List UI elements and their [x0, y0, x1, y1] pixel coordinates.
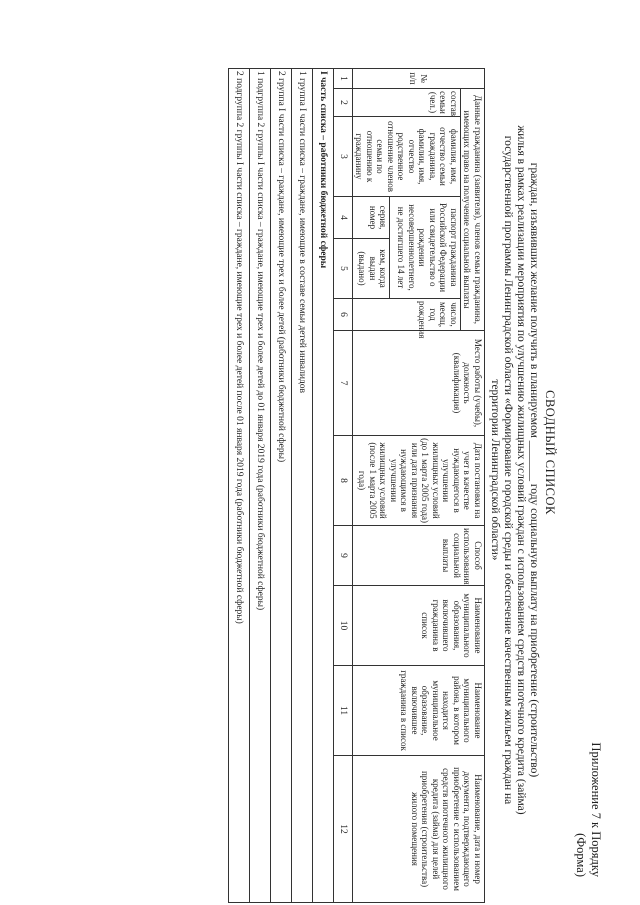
header-workplace: Место работы (учебы), должность (квалификация) — [353, 331, 485, 436]
header-applicant-data: Данные гражданина (заявителя), членов семьи гражданина, имеющих право на получение социальной выплаты — [461, 89, 485, 331]
column-number: 12 — [334, 756, 353, 903]
column-number: 9 — [334, 526, 353, 586]
column-number: 8 — [334, 436, 353, 526]
table-row — [313, 69, 334, 903]
column-number: 5 — [334, 239, 353, 299]
header-issued-by: кем, когда выдан (выдано) — [353, 239, 390, 299]
document-title: СВОДНЫЙ СПИСОК — [543, 390, 557, 515]
header-payment-method: Способ использования социальной выплаты — [353, 526, 485, 586]
table-row — [250, 69, 271, 903]
header-family-size: состав семьи (чел.) — [353, 89, 461, 117]
header-series-number: серия, номер — [353, 197, 390, 239]
section-title: I часть списка – работники бюджетной сферы — [313, 69, 334, 903]
column-number: 2 — [334, 89, 353, 117]
header-registration-date: Дата постановки на учет в качестве нуждающегося в улучшении жилищных условий (до 1 марта 2005 года) или дата признания нуждающимся в улучшении жилищных условий (после 1 марта 2005 года) — [353, 436, 485, 526]
summary-table — [228, 68, 485, 903]
header-passport-group: паспорт гражданина Российской Федерации или свидетельство о рождении несовершеннолетнего, не достигшего 14 лет — [390, 197, 461, 299]
subgroup-row: 2 подгруппа 2 группы I части списка – граждане, имеющие трех и более детей после 01 января 2019 года (работники бюджетной сферы) — [229, 69, 250, 903]
column-number: 10 — [334, 586, 353, 666]
header-district: Наименование муниципального района, в котором находится муниципальное образование, включившее гражданина в список — [353, 666, 485, 756]
column-number: 1 — [334, 69, 353, 89]
appendix-label: Приложение 7 к Порядку — [589, 742, 603, 877]
table-row — [229, 69, 250, 903]
intro-line: жилья в рамках реализации мероприятия по улучшению жилищных условий граждан с использованием средств ипотечного кредита (займа) — [515, 125, 527, 815]
intro-line: территории Ленинградской области» — [489, 379, 501, 561]
column-number: 11 — [334, 666, 353, 756]
header-municipality: Наименование муниципального образования, включившего гражданина в список — [353, 586, 485, 666]
header-birth-date: число, месяц, год рождения — [353, 299, 461, 331]
header-full-names: фамилия, имя, отчество семьи гражданина, фамилии, имя, отчество родственное отношение членов семьи по отношению к гражданину — [353, 117, 461, 197]
group-row: 2 группа I части списка – граждане, имеющие трех и более детей (работники бюджетной сферы) — [271, 69, 292, 903]
table-row — [292, 69, 313, 903]
intro-line: граждан, изъявивших желание получить в планируемом _______ году социальную выплату на приобретение (строительство) — [528, 162, 540, 778]
column-number: 6 — [334, 299, 353, 331]
column-number: 4 — [334, 197, 353, 239]
subgroup-row: 1 подгруппа 2 группы I части списка – граждане, имеющие трех и более детей до 01 января 2019 года (работники бюджетной сферы) — [250, 69, 271, 903]
column-number: 3 — [334, 117, 353, 197]
form-label: (Форма) — [574, 833, 588, 877]
group-row: 1 группа I части списка – граждане, имеющие в составе семьи детей инвалидов — [292, 69, 313, 903]
table-row — [271, 69, 292, 903]
column-number: 7 — [334, 331, 353, 436]
intro-line: государственной программы Ленинградской области «Формирование городской среды и обеспечение качественным жильем граждан на — [502, 135, 514, 805]
column-numbers-row — [334, 69, 353, 903]
header-number: № п/п — [353, 69, 485, 89]
header-mortgage-document: Наименование, дата и номер документа, подтверждающего приобретение с использованием средств ипотечного жилищного кредита (займа) для целей приобретения (строительства) жилого помещения — [353, 756, 485, 903]
